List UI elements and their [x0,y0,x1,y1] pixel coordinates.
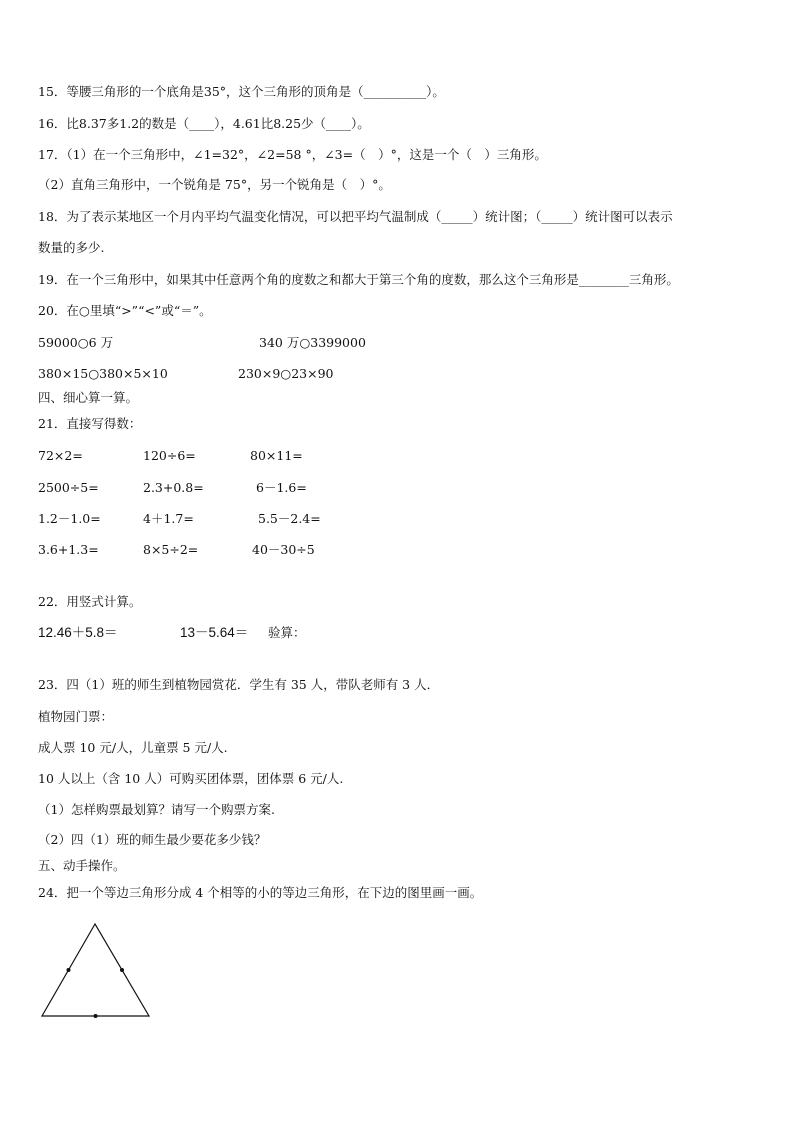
question-23-group-rule: 10 人以上（含 10 人）可购买团体票，团体票 6 元/人. [38,771,344,786]
calc-item: 8×5÷2= [143,542,199,557]
question-23: 23．四（1）班的师生到植物园赏花．学生有 35 人，带队老师有 3 人． [38,677,440,692]
section-4-heading: 四、细心算一算。 [38,390,139,405]
section-5-heading: 五、动手操作。 [38,858,126,873]
question-17-part-1: 17．（1）在一个三角形中，∠1=32°，∠2=58 °，∠3=（ ）°，这是一个（ ）三角形。 [38,147,547,162]
question-17-part-2: （2）直角三角形中，一个锐角是 75°，另一个锐角是（ ）°。 [38,177,391,192]
question-24: 24．把一个等边三角形分成 4 个相等的小的等边三角形，在下边的图里画一画。 [38,885,483,900]
calc-item: 40－30÷5 [252,542,315,557]
calc-item: 120÷6= [143,448,196,463]
calc-item: 1.2－1.0= [38,511,101,526]
compare-item: 59000○6 万 [38,335,114,350]
question-16: 16．比8.37多1.2的数是（____），4.61比8.25少（____）。 [38,116,370,131]
calc-item: 5.5－2.4= [258,511,321,526]
question-23-ticket-price: 成人票 10 元/人，儿童票 5 元/人. [38,740,228,755]
calc-item: 72×2= [38,448,83,463]
question-19: 19．在一个三角形中，如果其中任意两个角的度数之和都大于第三个角的度数，那么这个三角形是________三角形。 [38,272,679,287]
triangle-outline [42,924,149,1016]
question-18-line-2: 数量的多少. [38,240,105,255]
question-23-sub-1: （1）怎样购票最划算？请写一个购票方案. [38,802,275,817]
question-23-sub-2: （2）四（1）班的师生最少要花多少钱？ [38,832,267,847]
question-15: 15．等腰三角形的一个底角是35°，这个三角形的顶角是（__________）。 [38,84,445,99]
vertical-calc-item: 13－5.64＝ [180,625,249,640]
calc-item: 2.3+0.8= [143,480,204,495]
compare-item: 230×9○23×90 [238,366,334,381]
check-label: 验算： [268,625,306,640]
compare-item: 380×15○380×5×10 [38,366,168,381]
question-21: 21．直接写得数： [38,416,142,431]
question-20: 20．在○里填“>”“<”或“＝”。 [38,303,212,318]
midpoint-dot-left [67,968,71,972]
calc-item: 3.6+1.3= [38,542,99,557]
midpoint-dot-right [120,968,124,972]
calc-item: 80×11= [250,448,303,463]
calc-item: 6－1.6= [256,480,307,495]
question-18-line-1: 18．为了表示某地区一个月内平均气温变化情况，可以把平均气温制成（_____）统计图；（_____）统计图可以表示 [38,209,673,224]
compare-item: 340 万○3399000 [259,335,366,350]
question-22: 22．用竖式计算。 [38,594,142,609]
calc-item: 2500÷5= [38,480,99,495]
vertical-calc-item: 12.46＋5.8＝ [38,625,118,640]
calc-item: 4＋1.7= [143,511,194,526]
midpoint-dot-bottom [94,1014,98,1018]
question-23-ticket-heading: 植物园门票： [38,709,114,724]
